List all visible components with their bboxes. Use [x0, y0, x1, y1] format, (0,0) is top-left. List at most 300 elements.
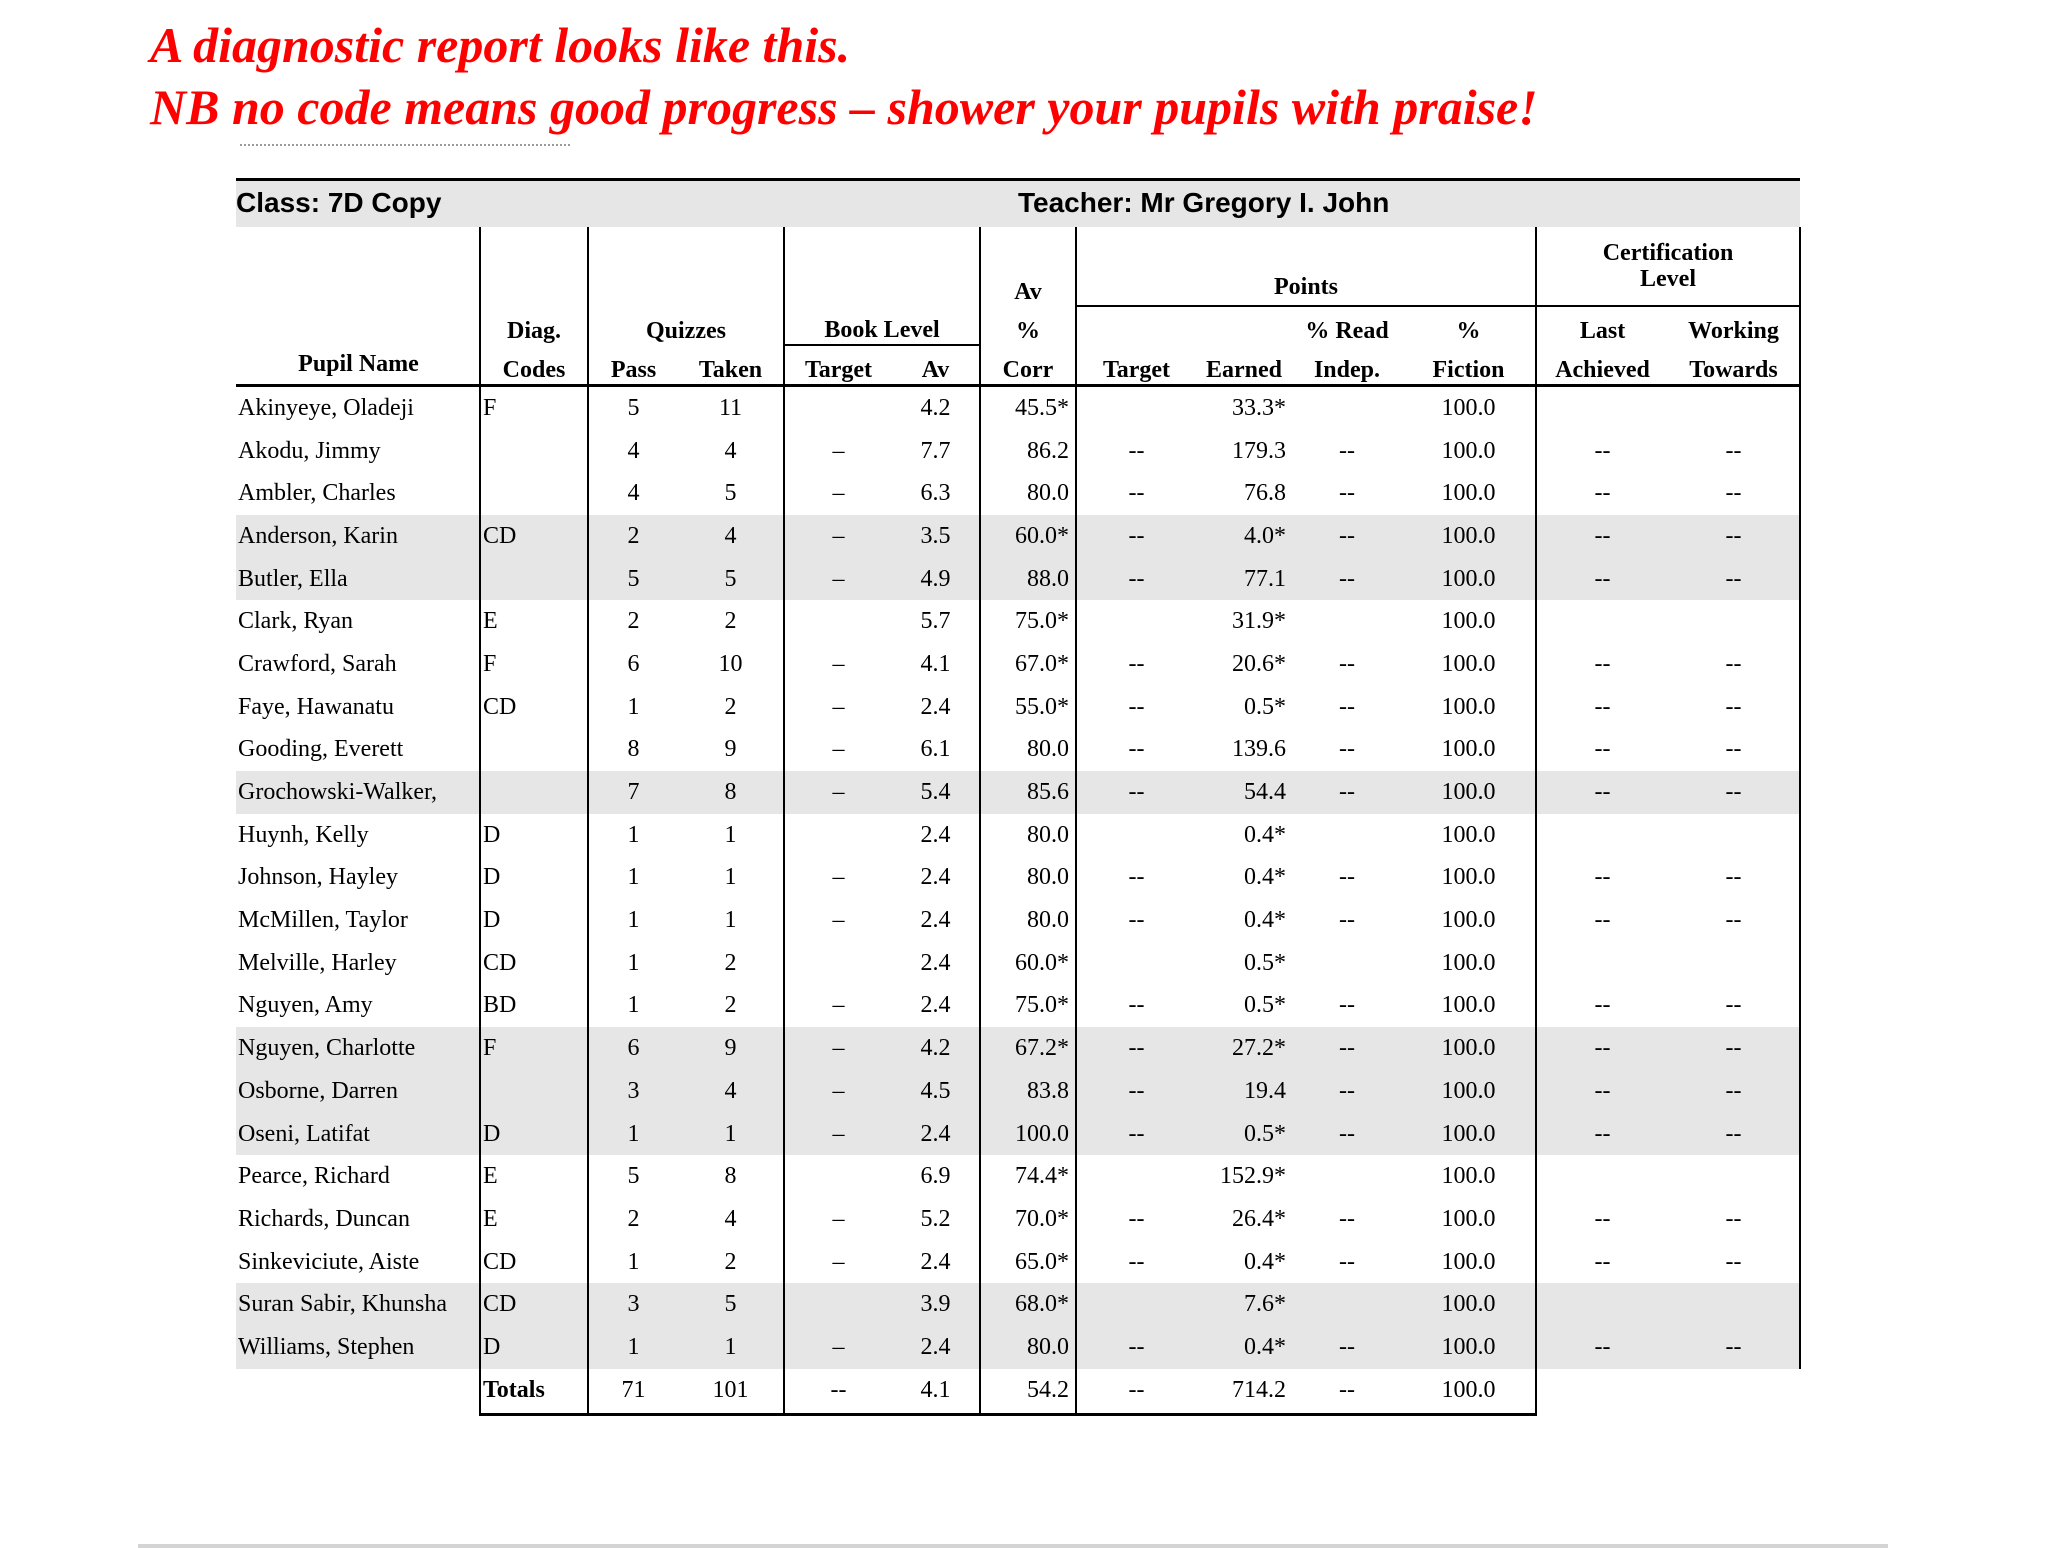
book-level-av-cell: 2.4 [920, 907, 951, 934]
cert-working-towards-cell [1668, 600, 1800, 643]
cert-header-1: Certification [1602, 240, 1734, 266]
book-level-target-cell [784, 600, 892, 643]
diag-code-cell: E [480, 600, 588, 643]
caption [150, 14, 1538, 138]
totals-taken: 101 [678, 1369, 784, 1415]
diag-code-cell [480, 771, 588, 814]
pct-read-indep-cell [1292, 814, 1402, 857]
cert-working-towards-cell: -- [1668, 1113, 1800, 1156]
points-target-cell: -- [1076, 899, 1196, 942]
taken-header: Taken [678, 345, 784, 386]
points-earned-cell: 0.5* [1244, 949, 1286, 976]
pct-fiction-cell: 100.0 [1441, 736, 1496, 763]
table-row [236, 771, 1800, 814]
points-earned-cell: 77.1 [1196, 558, 1292, 601]
pts-target-header: Target [1076, 345, 1196, 386]
cert-last-achieved-cell: -- [1536, 1027, 1668, 1070]
quiz-pass-cell: 2 [588, 1198, 678, 1241]
diag-code-cell: F [480, 1027, 588, 1070]
cropped-text-line [240, 144, 570, 152]
quiz-pass-cell: 1 [588, 985, 678, 1028]
totals-row [236, 1369, 1800, 1415]
table-body [236, 386, 1800, 1415]
cert-working-towards-cell: -- [1668, 1070, 1800, 1113]
cert-last-achieved-cell: -- [1536, 1241, 1668, 1284]
quiz-pass-cell: 4 [588, 430, 678, 473]
cert-last-achieved-cell: -- [1536, 771, 1668, 814]
cert-last-achieved-cell [1536, 814, 1668, 857]
quizzes-header: Quizzes [588, 306, 784, 345]
book-level-av-cell: 2.4 [920, 693, 951, 720]
cert-working-towards-cell [1668, 386, 1800, 430]
book-level-av-cell: 2.4 [920, 1248, 951, 1275]
class-bar [236, 178, 1800, 227]
cert-working-towards-cell [1668, 1283, 1800, 1326]
diag-code-cell: D [480, 1113, 588, 1156]
av-header-2: % [980, 306, 1076, 345]
pct-read-header-1: % Read [1305, 318, 1389, 344]
quiz-taken-cell: 4 [678, 1070, 784, 1113]
points-target-cell: -- [1076, 1326, 1196, 1369]
points-earned-cell: 27.2* [1196, 1027, 1292, 1070]
book-level-target-cell: – [784, 1198, 892, 1241]
quiz-taken-cell: 1 [678, 1113, 784, 1156]
points-earned-cell: 31.9* [1232, 608, 1286, 635]
points-earned-cell: 0.5* [1244, 992, 1286, 1019]
book-level-header: Book Level [784, 306, 980, 345]
cert-working-towards-cell: -- [1668, 558, 1800, 601]
points-target-cell: -- [1076, 1027, 1196, 1070]
points-earned-cell: 179.3 [1232, 437, 1286, 464]
book-level-target-cell: – [784, 1241, 892, 1284]
points-target-cell: -- [1076, 1113, 1196, 1156]
pct-read-indep-cell [1292, 1283, 1402, 1326]
quiz-taken-cell: 9 [678, 1027, 784, 1070]
quiz-pass-cell: 5 [588, 386, 678, 430]
pass-header: Pass [588, 345, 678, 386]
book-level-av-cell: 5.7 [920, 608, 951, 635]
teacher-label: Teacher: Mr Gregory I. John [1018, 187, 1390, 218]
points-earned-cell: 0.4* [1244, 821, 1286, 848]
pct-read-indep-cell: -- [1292, 1070, 1402, 1113]
quiz-pass-cell: 4 [588, 472, 678, 515]
av-pct-correct-cell: 68.0* [980, 1283, 1076, 1326]
av-pct-correct-cell: 80.0 [980, 857, 1076, 900]
quiz-taken-cell: 1 [724, 821, 737, 848]
table-header [236, 227, 1800, 386]
table-row [236, 857, 1800, 900]
diag-code-cell: CD [480, 1283, 588, 1326]
cert-last-achieved-cell: -- [1536, 686, 1668, 729]
av-pct-correct-cell: 75.0* [980, 600, 1076, 643]
book-level-target-cell: – [784, 643, 892, 686]
pct-read-indep-cell: -- [1292, 1326, 1402, 1369]
book-level-target-cell: – [784, 1070, 892, 1113]
table-row [236, 600, 1800, 643]
av-pct-correct-cell: 45.5* [980, 386, 1076, 430]
quiz-pass-cell: 1 [588, 1241, 678, 1284]
quiz-taken-cell: 5 [678, 1283, 784, 1326]
points-target-cell: -- [1076, 643, 1196, 686]
book-level-target-cell: – [784, 1113, 892, 1156]
diag-code-cell: BD [480, 985, 588, 1028]
cert-working-towards-cell: -- [1668, 1326, 1800, 1369]
quiz-taken-cell: 1 [678, 1326, 784, 1369]
totals-pts-earned: 714.2 [1196, 1369, 1292, 1415]
cert-working-towards-cell: -- [1668, 1241, 1800, 1284]
quiz-taken-cell: 8 [724, 1163, 737, 1190]
points-target-cell: -- [1076, 430, 1196, 473]
pct-read-indep-cell: -- [1339, 650, 1355, 677]
pct-read-indep-cell [1292, 600, 1402, 643]
table-row [236, 643, 1800, 686]
diag-code-cell: F [480, 386, 588, 430]
quiz-taken-cell: 4 [724, 1205, 737, 1232]
diag-code-cell [480, 729, 588, 772]
points-earned-cell: 0.4* [1196, 1326, 1292, 1369]
book-level-av-cell: 6.9 [920, 1163, 951, 1190]
quiz-pass-cell: 2 [588, 515, 678, 558]
pupil-name-cell: Akodu, Jimmy [238, 437, 381, 464]
quiz-taken-cell: 2 [724, 992, 737, 1019]
book-level-av-cell: 2.4 [892, 1326, 980, 1369]
av-pct-correct-cell: 85.6 [980, 771, 1076, 814]
pupil-name-cell: Sinkeviciute, Aiste [238, 1248, 420, 1275]
diag-code-cell: CD [480, 686, 588, 729]
av-pct-correct-cell: 60.0* [980, 942, 1076, 985]
pct-fiction-cell: 100.0 [1441, 693, 1496, 720]
cert-last-achieved-cell: -- [1536, 643, 1668, 686]
totals-cert-spacer-2 [1668, 1369, 1800, 1415]
book-level-target-cell: – [784, 985, 892, 1028]
book-level-av-cell: 5.4 [892, 771, 980, 814]
pct-read-indep-cell: -- [1292, 558, 1402, 601]
pct-fiction-cell: 100.0 [1441, 864, 1496, 891]
cert-working-towards-cell: -- [1668, 472, 1800, 515]
quiz-taken-cell: 5 [678, 558, 784, 601]
pct-read-indep-cell: -- [1339, 907, 1355, 934]
pct-read-indep-cell: -- [1339, 693, 1355, 720]
pct-fiction-cell: 100.0 [1402, 558, 1536, 601]
cert-last-achieved-cell [1536, 1283, 1668, 1326]
table-row [236, 386, 1800, 430]
av-pct-correct-cell: 83.8 [980, 1070, 1076, 1113]
diag-code-cell: D [480, 814, 588, 857]
quiz-pass-cell: 1 [588, 814, 678, 857]
caption-line-1: A diagnostic report looks like this. [150, 17, 851, 73]
quizzes-header-spacer [588, 227, 784, 306]
book-level-target-cell: – [784, 771, 892, 814]
pct-fiction-cell: 100.0 [1441, 907, 1496, 934]
book-level-av-cell: 2.4 [920, 864, 951, 891]
points-header: Points [1076, 227, 1536, 306]
quiz-pass-cell: 5 [588, 1155, 678, 1198]
book-level-header-spacer [784, 227, 980, 306]
pct-fiction-cell: 100.0 [1402, 1326, 1536, 1369]
quiz-pass-cell: 1 [588, 1326, 678, 1369]
table-row [236, 729, 1800, 772]
av-pct-correct-cell: 75.0* [980, 985, 1076, 1028]
points-earned-cell: 4.0* [1196, 515, 1292, 558]
totals-av-corr: 54.2 [980, 1369, 1076, 1415]
table-row [236, 1070, 1800, 1113]
book-level-target-cell: – [784, 472, 892, 515]
pct-read-indep-cell [1292, 942, 1402, 985]
points-target-cell: -- [1076, 1070, 1196, 1113]
last-header-1: Last [1536, 306, 1668, 345]
table-row [236, 430, 1800, 473]
points-target-cell: -- [1076, 1241, 1196, 1284]
pct-fiction-cell: 100.0 [1402, 771, 1536, 814]
pupil-name-cell: Faye, Hawanatu [238, 693, 394, 720]
pct-read-indep-cell: -- [1339, 480, 1355, 507]
quiz-pass-cell: 3 [588, 1283, 678, 1326]
table-row [236, 899, 1800, 942]
quiz-pass-cell: 3 [588, 1070, 678, 1113]
quiz-taken-cell: 9 [724, 736, 737, 763]
pct-read-indep-cell [1292, 1155, 1402, 1198]
cert-header-2: Level [1640, 266, 1696, 292]
pct-fiction-cell: 100.0 [1441, 650, 1496, 677]
diag-code-cell: CD [480, 942, 588, 985]
book-level-av-cell: 7.7 [920, 437, 951, 464]
book-level-av-cell: 4.9 [892, 558, 980, 601]
quiz-taken-cell: 1 [724, 907, 737, 934]
av-pct-correct-cell: 86.2 [980, 430, 1076, 473]
points-earned-cell: 7.6* [1196, 1283, 1292, 1326]
pct-fiction-header-2: Fiction [1402, 345, 1536, 386]
pupil-name-cell: Anderson, Karin [236, 515, 480, 558]
book-level-av-cell: 3.9 [892, 1283, 980, 1326]
quiz-pass-cell: 8 [588, 729, 678, 772]
pupil-name-cell: Richards, Duncan [238, 1205, 410, 1232]
points-earned-cell: 33.3* [1232, 394, 1286, 421]
cert-last-achieved-cell [1536, 1155, 1668, 1198]
points-earned-cell: 0.5* [1196, 1113, 1292, 1156]
points-earned-cell: 76.8 [1244, 480, 1286, 507]
av-pct-correct-cell: 67.2* [980, 1027, 1076, 1070]
cert-last-achieved-cell: -- [1536, 1070, 1668, 1113]
cert-last-achieved-cell: -- [1536, 1198, 1668, 1241]
book-level-target-cell: – [784, 558, 892, 601]
pct-fiction-header-1: % [1456, 318, 1481, 344]
cert-last-achieved-cell: -- [1536, 729, 1668, 772]
cert-working-towards-cell: -- [1668, 1198, 1800, 1241]
quiz-taken-cell: 2 [724, 949, 737, 976]
pct-fiction-cell: 100.0 [1402, 515, 1536, 558]
pupil-name-cell: Butler, Ella [236, 558, 480, 601]
cert-working-towards-cell: -- [1668, 771, 1800, 814]
pct-read-indep-cell: -- [1292, 1027, 1402, 1070]
pupil-name-header: Pupil Name [236, 227, 480, 386]
av-header-3: Corr [980, 345, 1076, 386]
pct-read-indep-cell: -- [1339, 1205, 1355, 1232]
book-level-target-cell: – [784, 857, 892, 900]
pupil-name-cell: Melville, Harley [238, 949, 397, 976]
pct-fiction-cell: 100.0 [1441, 949, 1496, 976]
pct-fiction-cell: 100.0 [1402, 1283, 1536, 1326]
cert-last-achieved-cell: -- [1536, 985, 1668, 1028]
diag-code-cell: CD [480, 1241, 588, 1284]
diag-code-cell: CD [480, 515, 588, 558]
quiz-pass-cell: 6 [588, 643, 678, 686]
book-level-target-cell: – [784, 686, 892, 729]
book-level-target-cell [784, 814, 892, 857]
quiz-pass-cell: 1 [588, 686, 678, 729]
points-target-cell: -- [1076, 1198, 1196, 1241]
points-earned-cell: 152.9* [1220, 1163, 1286, 1190]
totals-pts-target: -- [1076, 1369, 1196, 1415]
diag-header-2: Codes [480, 345, 588, 386]
points-earned-cell: 0.5* [1244, 693, 1286, 720]
points-target-cell: -- [1076, 985, 1196, 1028]
book-level-target-cell: – [784, 515, 892, 558]
points-sub-spacer-2 [1196, 306, 1292, 345]
pupil-name-cell: Grochowski-Walker, [236, 771, 480, 814]
caption-line-2: NB no code means good progress – shower your pupils with praise! [150, 79, 1538, 135]
book-level-target-cell: – [784, 1027, 892, 1070]
totals-fiction: 100.0 [1402, 1369, 1536, 1415]
pupil-name-cell: Nguyen, Amy [238, 992, 373, 1019]
pct-read-indep-cell: -- [1339, 864, 1355, 891]
book-level-target-cell: – [784, 899, 892, 942]
points-earned-cell: 0.4* [1244, 1248, 1286, 1275]
quiz-taken-cell: 5 [724, 480, 737, 507]
working-header-1: Working [1668, 306, 1800, 345]
totals-cert-spacer [1536, 1369, 1668, 1415]
points-earned-cell: 26.4* [1232, 1205, 1286, 1232]
av-pct-correct-cell: 80.0 [980, 472, 1076, 515]
bl-av-header: Av [892, 345, 980, 386]
certification-level-header [1536, 227, 1800, 306]
totals-bl-av: 4.1 [892, 1369, 980, 1415]
cert-working-towards-cell [1668, 1155, 1800, 1198]
av-pct-correct-cell: 88.0 [980, 558, 1076, 601]
diag-code-cell: E [480, 1198, 588, 1241]
diag-code-cell: D [480, 857, 588, 900]
footer-rule [138, 1544, 1888, 1548]
totals-read-indep: -- [1292, 1369, 1402, 1415]
pupil-name-cell: Ambler, Charles [238, 480, 396, 507]
av-pct-correct-cell: 70.0* [980, 1198, 1076, 1241]
points-target-cell: -- [1076, 729, 1196, 772]
av-header-1: Av [980, 227, 1076, 306]
points-target-cell: -- [1076, 558, 1196, 601]
points-target-cell: -- [1076, 472, 1196, 515]
totals-spacer [236, 1369, 480, 1415]
book-level-av-cell: 6.1 [920, 736, 951, 763]
table-row [236, 686, 1800, 729]
points-target-cell [1076, 1283, 1196, 1326]
points-target-cell: -- [1076, 686, 1196, 729]
quiz-taken-cell: 2 [724, 1248, 737, 1275]
diag-header-spacer [480, 227, 588, 306]
cert-last-achieved-cell: -- [1536, 899, 1668, 942]
table-row [236, 1326, 1800, 1369]
pct-read-indep-cell: -- [1339, 992, 1355, 1019]
pupil-name-cell: Pearce, Richard [238, 1163, 390, 1190]
table-row [236, 1198, 1800, 1241]
cert-last-achieved-cell: -- [1536, 515, 1668, 558]
diag-code-cell: E [480, 1155, 588, 1198]
cert-working-towards-cell: -- [1668, 729, 1800, 772]
pupil-name-cell: Williams, Stephen [236, 1326, 480, 1369]
book-level-target-cell: – [784, 1326, 892, 1369]
report-table [236, 227, 1801, 1416]
book-level-target-cell [784, 1283, 892, 1326]
totals-pass: 71 [588, 1369, 678, 1415]
book-level-target-cell: – [784, 729, 892, 772]
quiz-taken-cell: 2 [724, 608, 737, 635]
table-row [236, 985, 1800, 1028]
pct-fiction-cell: 100.0 [1441, 437, 1496, 464]
pct-read-header-2: Indep. [1292, 345, 1402, 386]
table-row [236, 1027, 1800, 1070]
quiz-pass-cell: 2 [588, 600, 678, 643]
pct-read-indep-cell: -- [1339, 1248, 1355, 1275]
table-row [236, 1113, 1800, 1156]
book-level-av-cell: 5.2 [920, 1205, 951, 1232]
points-earned-cell: 139.6 [1232, 736, 1286, 763]
cert-working-towards-cell: -- [1668, 857, 1800, 900]
diag-code-cell [480, 430, 588, 473]
av-pct-correct-cell: 80.0 [980, 814, 1076, 857]
pupil-name-cell: Nguyen, Charlotte [236, 1027, 480, 1070]
table-row [236, 1283, 1800, 1326]
pupil-name-cell: Huynh, Kelly [238, 821, 369, 848]
table-row [236, 942, 1800, 985]
bl-target-header: Target [784, 345, 892, 386]
quiz-taken-cell: 4 [724, 437, 737, 464]
av-pct-correct-cell: 74.4* [980, 1155, 1076, 1198]
cert-working-towards-cell [1668, 942, 1800, 985]
points-target-cell: -- [1076, 515, 1196, 558]
av-pct-correct-cell: 80.0 [980, 1326, 1076, 1369]
cert-last-achieved-cell: -- [1536, 472, 1668, 515]
pupil-name-cell: Osborne, Darren [236, 1070, 480, 1113]
quiz-pass-cell: 1 [588, 857, 678, 900]
quiz-taken-cell: 2 [724, 693, 737, 720]
totals-bl-target: -- [784, 1369, 892, 1415]
table-row [236, 1241, 1800, 1284]
table-row [236, 472, 1800, 515]
pct-read-indep-cell: -- [1292, 771, 1402, 814]
quiz-taken-cell: 4 [678, 515, 784, 558]
book-level-av-cell: 4.2 [920, 394, 951, 421]
book-level-av-cell: 3.5 [892, 515, 980, 558]
cert-working-towards-cell: -- [1668, 899, 1800, 942]
points-target-cell [1076, 1155, 1196, 1198]
quiz-pass-cell: 7 [588, 771, 678, 814]
pct-fiction-cell: 100.0 [1441, 608, 1496, 635]
pupil-name-cell: Crawford, Sarah [238, 650, 397, 677]
points-earned-cell: 19.4 [1196, 1070, 1292, 1113]
points-target-cell: -- [1076, 857, 1196, 900]
quiz-pass-cell: 1 [588, 942, 678, 985]
points-target-cell [1076, 600, 1196, 643]
points-sub-spacer [1076, 306, 1196, 345]
book-level-av-cell: 4.5 [892, 1070, 980, 1113]
pct-fiction-cell: 100.0 [1441, 992, 1496, 1019]
av-pct-correct-cell: 100.0 [980, 1113, 1076, 1156]
diag-header-1: Diag. [480, 306, 588, 345]
pct-fiction-cell: 100.0 [1402, 1113, 1536, 1156]
book-level-av-cell: 6.3 [920, 480, 951, 507]
points-earned-cell: 0.4* [1244, 864, 1286, 891]
book-level-target-cell [784, 1155, 892, 1198]
quiz-taken-cell: 8 [678, 771, 784, 814]
cert-working-towards-cell: -- [1668, 686, 1800, 729]
